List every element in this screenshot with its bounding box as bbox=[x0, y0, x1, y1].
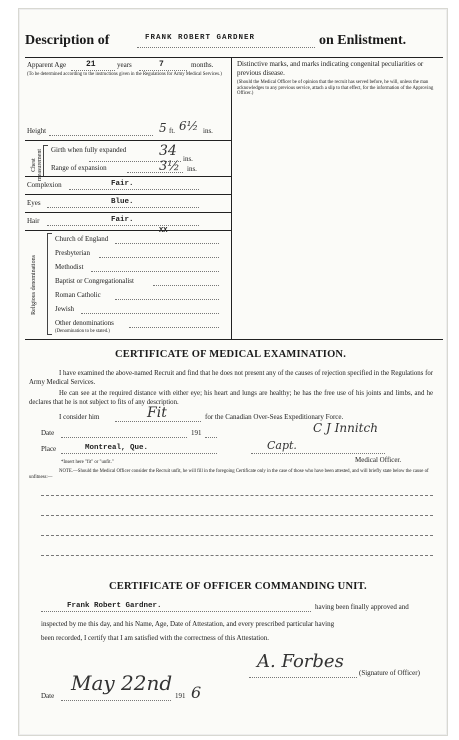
years-label: years bbox=[117, 61, 132, 69]
range-label: Range of expansion bbox=[51, 164, 107, 172]
complexion-label: Complexion bbox=[27, 181, 62, 189]
place-value: Montreal, Que. bbox=[85, 444, 149, 452]
medical-officer-label: Medical Officer. bbox=[355, 456, 402, 464]
inches-label-girth: ins. bbox=[183, 155, 193, 163]
medical-date-label: Date bbox=[41, 429, 55, 437]
unfit-cause-line-3 bbox=[41, 535, 433, 536]
eyes-label: Eyes bbox=[27, 199, 41, 207]
height-label: Height bbox=[27, 127, 47, 135]
religion-church-of-england: Church of England bbox=[55, 235, 109, 243]
header-suffix: on Enlistment. bbox=[319, 33, 407, 48]
distinctive-marks-note: (Should the Medical Officer be of opinion that the recruit has served before, he will, unless the man acknowledges to any previous service, attach a slip to that effect, for the information of the Approving Officer.) bbox=[237, 80, 434, 97]
religion-presbyterian: Presbyterian bbox=[55, 249, 90, 257]
religion-methodist: Methodist bbox=[55, 263, 84, 271]
girth-label: Girth when fully expanded bbox=[51, 146, 127, 154]
hair-value: Fair. bbox=[111, 216, 134, 224]
commanding-line-3: been recorded, I certify that I am satisfied with the correctness of this Attestation. bbox=[41, 634, 270, 642]
commanding-certificate-title: CERTIFICATE OF OFFICER COMMANDING UNIT. bbox=[109, 581, 367, 592]
commanding-year-prefix: 191 bbox=[175, 692, 186, 700]
religion-roman-catholic: Roman Catholic bbox=[55, 291, 101, 299]
unfit-cause-line-4 bbox=[41, 555, 433, 556]
age-years-value: 21 bbox=[86, 60, 96, 69]
medical-officer-signature: C J Innitch bbox=[313, 421, 378, 435]
girth-value: 34 bbox=[159, 143, 177, 159]
insert-note: *Insert here "fit" or "unfit." bbox=[61, 460, 114, 465]
header-prefix: Description of bbox=[25, 33, 110, 48]
age-note: (To be determined according to the instructions given in the Regulations for Army Medical Services.) bbox=[27, 72, 222, 77]
commanding-line-1-suffix: having been finally approved and bbox=[315, 603, 409, 611]
signature-of-officer-label: (Signature of Officer) bbox=[359, 669, 420, 677]
range-value: 3½ bbox=[159, 159, 180, 174]
unfit-cause-line-2 bbox=[41, 515, 433, 516]
chest-group-label: Chest measurement bbox=[31, 149, 43, 181]
consider-label: I consider him bbox=[59, 413, 100, 421]
medical-officer-rank: Capt. bbox=[267, 439, 297, 452]
top-rule bbox=[25, 57, 443, 58]
commanding-recruit-name: Frank Robert Gardner. bbox=[67, 602, 162, 610]
age-months-value: 7 bbox=[159, 60, 164, 69]
recruit-name-typed: FRANK ROBERT GARDNER bbox=[145, 34, 256, 42]
medical-paragraph-2: He can see at the required distance with either eye; his heart and lungs are healthy; he has the free use of his joints and limbs, and he declares that he is not subject to fits of any description. bbox=[29, 390, 433, 406]
apparent-age-label: Apparent Age bbox=[27, 61, 67, 69]
commanding-year-digit: 6 bbox=[191, 683, 202, 702]
consider-suffix: for the Canadian Over-Seas Expeditionary Force. bbox=[205, 413, 344, 421]
unfit-cause-line-1 bbox=[41, 495, 433, 496]
commanding-line-2: inspected by me this day, and his Name, Age, Date of Attestation, and every prescribed particular having bbox=[41, 620, 335, 628]
eyes-value: Blue. bbox=[111, 198, 134, 206]
religion-group-label: Religious denominations bbox=[31, 255, 37, 315]
religion-mark: XX bbox=[159, 227, 168, 235]
height-feet-value: 5 bbox=[159, 121, 167, 135]
commanding-date-handwritten: May 22nd bbox=[71, 671, 173, 695]
religion-other: Other denominations bbox=[55, 319, 114, 327]
distinctive-marks-title: Distinctive marks, and marks indicating congenital peculiarities or previous disease. bbox=[237, 60, 424, 77]
medical-certificate-title: CERTIFICATE OF MEDICAL EXAMINATION. bbox=[115, 349, 347, 360]
hair-label: Hair bbox=[27, 217, 40, 225]
place-label: Place bbox=[41, 445, 57, 453]
consider-value: Fit bbox=[147, 405, 167, 421]
inches-label-height: ins. bbox=[203, 127, 213, 135]
religion-baptist: Baptist or Congregationalist bbox=[55, 277, 134, 285]
months-label: months. bbox=[191, 61, 214, 69]
medical-date-year: 191 bbox=[191, 429, 202, 437]
inches-label-range: ins. bbox=[187, 165, 197, 173]
height-inches-value: 6½ bbox=[179, 119, 199, 133]
complexion-value: Fair. bbox=[111, 180, 134, 188]
enlistment-form-page bbox=[18, 8, 448, 736]
commanding-date-label: Date bbox=[41, 692, 55, 700]
column-divider bbox=[231, 57, 232, 339]
feet-label: ft. bbox=[169, 127, 176, 135]
religion-jewish: Jewish bbox=[55, 305, 75, 313]
medical-paragraph-1: I have examined the above-named Recruit and find that he does not present any of the causes of rejection specified in the Regulations for Army Medical Services. bbox=[29, 370, 433, 386]
unfit-note: NOTE.—Should the Medical Officer consider the Recruit unfit, he will fill in the foregoing Certificate only in the case of those who have been attested, and will briefly state below the cause of unfitness:— bbox=[29, 469, 429, 480]
religion-other-note: (Denomination to be stated.) bbox=[55, 329, 110, 334]
commanding-officer-signature: A. Forbes bbox=[257, 651, 344, 672]
